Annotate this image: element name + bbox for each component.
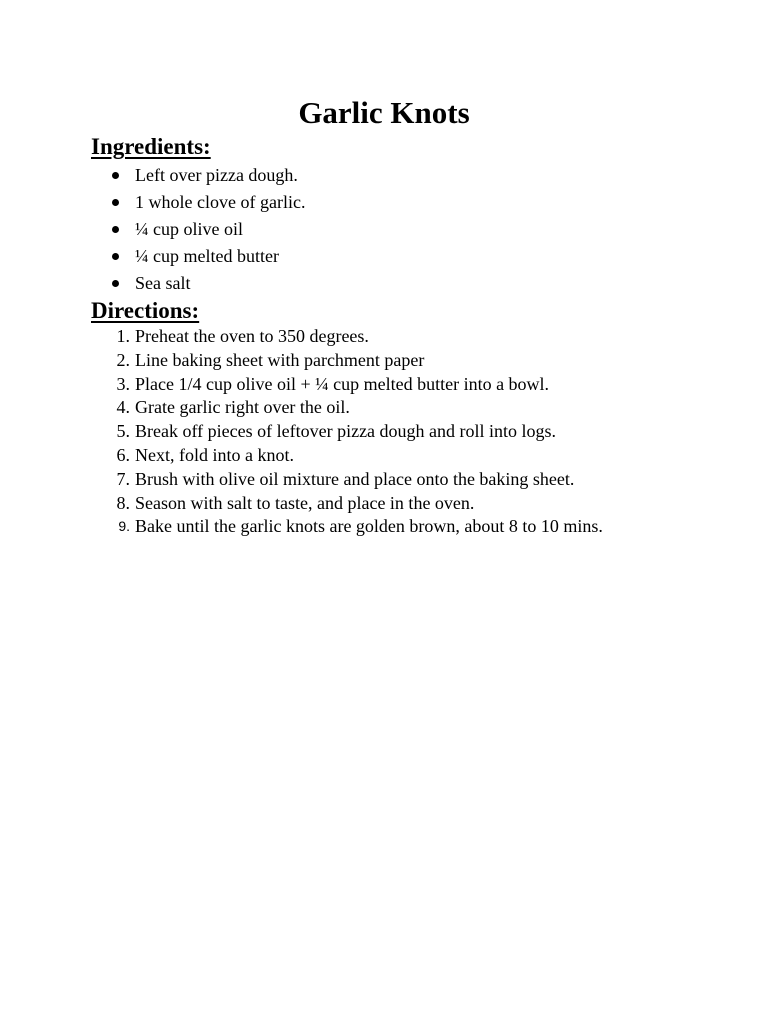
bullet-icon (112, 253, 119, 260)
step-number: 4. (116, 397, 130, 418)
ingredient-text: 1 whole clove of garlic. (135, 192, 306, 212)
bullet-icon (112, 199, 119, 206)
step-text: Bake until the garlic knots are golden brown, about 8 to 10 mins. (135, 516, 603, 537)
step-number: 3. (116, 373, 130, 394)
step-number: 9. (118, 518, 130, 535)
step-text: Place 1/4 cup olive oil + ¼ cup melted butter into a bowl. (135, 373, 550, 394)
step-text: Grate garlic right over the oil. (135, 397, 350, 418)
step-text: Break off pieces of leftover pizza dough and roll into logs. (135, 421, 557, 442)
ingredient-text: ¼ cup melted butter (135, 246, 279, 266)
step-number: 6. (116, 444, 130, 465)
ingredient-text: Sea salt (135, 273, 191, 293)
step-text: Line baking sheet with parchment paper (135, 349, 425, 370)
step-number: 5. (116, 421, 130, 442)
step-number: 8. (116, 492, 130, 513)
step-text: Season with salt to taste, and place in the oven. (135, 492, 475, 513)
bullet-icon (112, 226, 119, 233)
ingredient-text: ¼ cup olive oil (135, 219, 243, 239)
bullet-icon (112, 172, 119, 179)
ingredient-text: Left over pizza dough. (135, 165, 298, 185)
step-number: 1. (116, 326, 130, 346)
step-number: 2. (116, 349, 130, 370)
step-text: Preheat the oven to 350 degrees. (135, 326, 369, 346)
step-text: Next, fold into a knot. (135, 444, 294, 465)
ingredients-heading: Ingredients: (91, 134, 211, 159)
directions-heading: Directions: (91, 298, 200, 323)
step-number: 7. (116, 468, 130, 489)
bullet-icon (112, 280, 119, 287)
step-text: Brush with olive oil mixture and place onto the baking sheet. (135, 468, 575, 489)
page-title: Garlic Knots (298, 95, 470, 130)
